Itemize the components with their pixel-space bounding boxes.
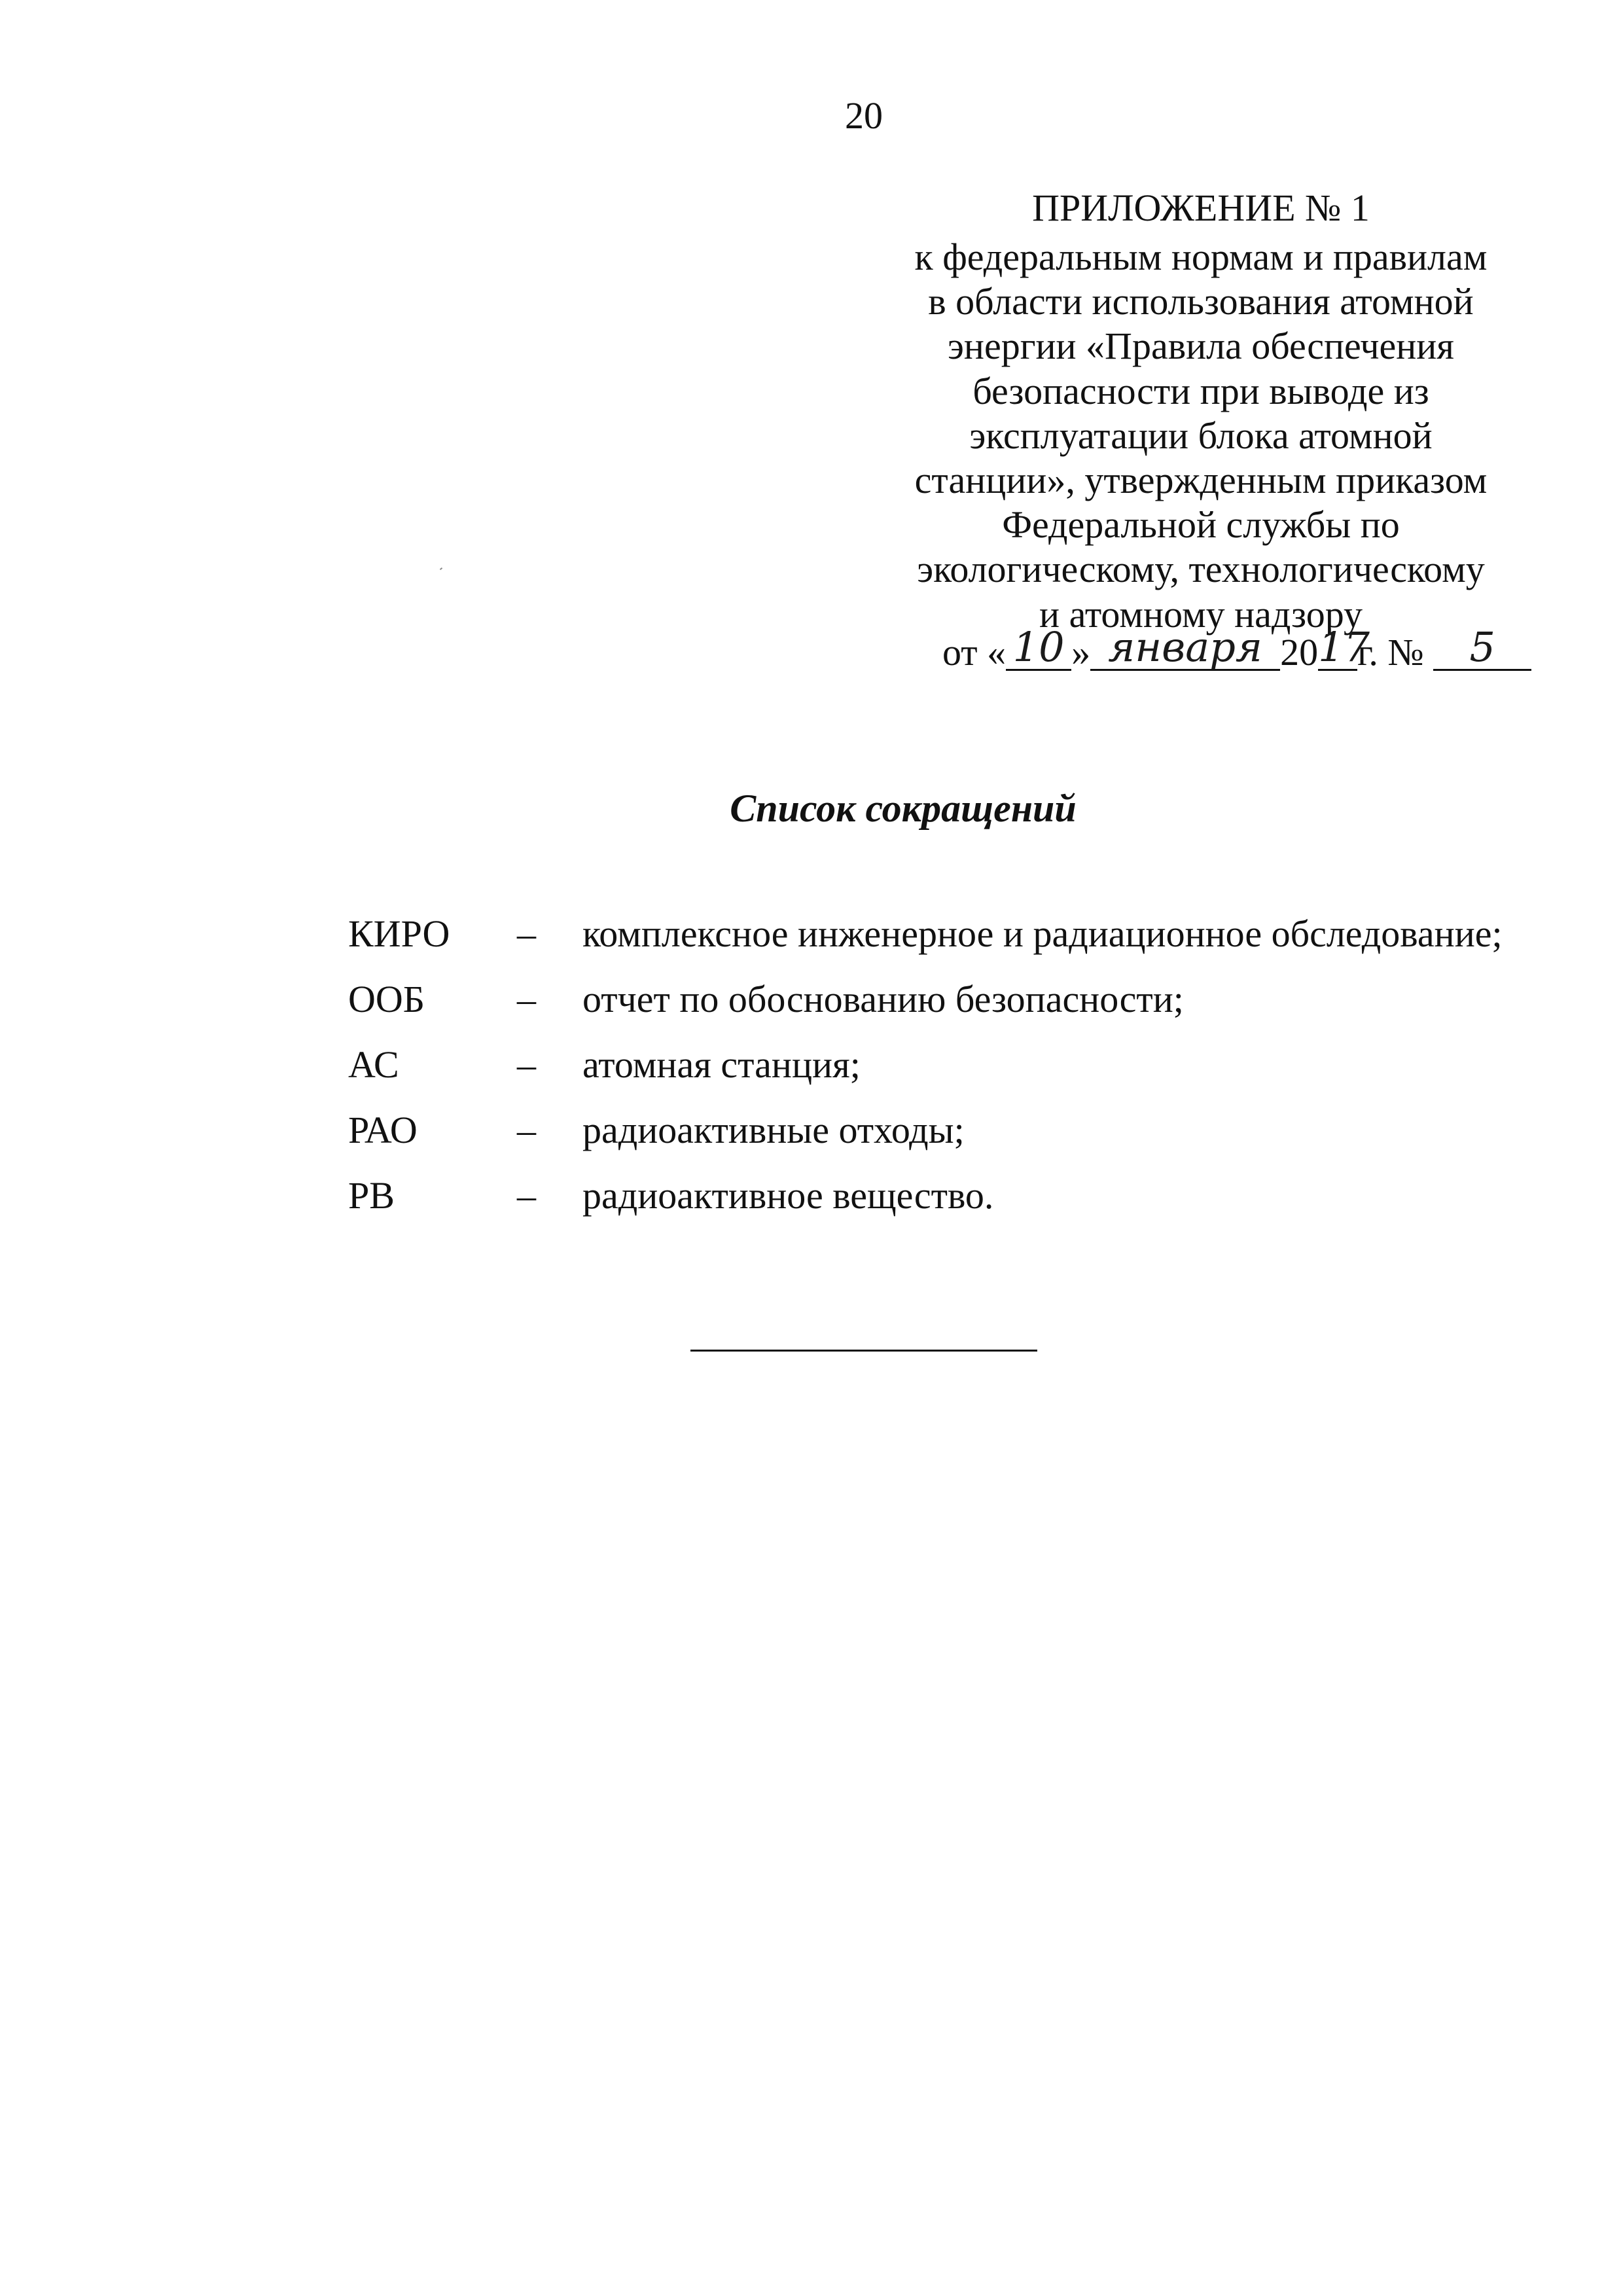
annex-line: экологическому, технологическому <box>917 548 1485 591</box>
abbreviation-dash: – <box>517 1174 536 1217</box>
abbreviation-code: РАО <box>348 1109 418 1151</box>
date-year-field <box>1318 623 1370 671</box>
abbreviation-dash: – <box>517 1043 536 1086</box>
abbreviation-code: РВ <box>348 1174 395 1217</box>
abbreviation-dash: – <box>517 978 536 1020</box>
date-month-field <box>1090 623 1280 671</box>
date-year-prefix: 20 <box>1280 631 1319 673</box>
abbreviation-row <box>348 911 1546 977</box>
abbreviation-description: радиоактивные отходы; <box>582 1109 965 1151</box>
abbreviation-row <box>348 1107 1546 1173</box>
date-prefix: от « <box>942 631 1007 673</box>
date-year-handwritten: 17 <box>1318 623 1370 671</box>
annex-header <box>877 182 1525 637</box>
annex-line: эксплуатации блока атомной <box>969 414 1433 457</box>
abbreviation-description: радиоактивное вещество. <box>582 1174 994 1217</box>
abbreviation-row <box>348 1042 1546 1107</box>
closing-rule <box>690 1350 1037 1352</box>
abbreviation-dash: – <box>517 1109 536 1151</box>
abbreviation-code: АС <box>348 1043 399 1086</box>
annex-line: к федеральным нормам и правилам <box>914 236 1488 278</box>
date-day-handwritten: 10 <box>1012 623 1065 671</box>
section-title: Список сокращений <box>730 787 1077 830</box>
abbreviation-row <box>348 977 1546 1042</box>
order-date-line <box>942 623 1531 675</box>
annex-description <box>877 235 1525 637</box>
date-year-end: г. № <box>1357 631 1424 673</box>
annex-line: Федеральной службы по <box>1002 503 1400 547</box>
annex-line: энергии «Правила обеспечения <box>948 325 1454 368</box>
page-number: 20 <box>845 94 883 137</box>
date-quote-close: » <box>1071 631 1091 673</box>
annex-line: и атомному надзору <box>1039 592 1363 636</box>
annex-line: безопасности при выводе из <box>972 369 1429 412</box>
abbreviation-code: ООБ <box>348 978 425 1020</box>
scan-speck <box>440 567 442 570</box>
date-month-handwritten: января <box>1108 623 1262 671</box>
abbreviation-description: отчет по обоснованию безопасности; <box>582 978 1184 1020</box>
order-number-handwritten: 5 <box>1469 623 1495 671</box>
abbreviation-code: КИРО <box>348 912 450 955</box>
date-day-field <box>1006 623 1071 671</box>
abbreviation-description: атомная станция; <box>582 1043 861 1086</box>
annex-title: ПРИЛОЖЕНИЕ № 1 <box>1032 187 1370 229</box>
abbreviation-row <box>348 1173 1546 1238</box>
annex-line: в области использования атомной <box>928 280 1474 323</box>
order-number-field <box>1433 623 1531 671</box>
annex-line: станции», утвержденным приказом <box>914 459 1488 502</box>
abbreviation-description: комплексное инженерное и радиационное обследование; <box>582 912 1503 955</box>
abbreviation-list <box>348 911 1546 1238</box>
abbreviation-dash: – <box>517 912 536 955</box>
